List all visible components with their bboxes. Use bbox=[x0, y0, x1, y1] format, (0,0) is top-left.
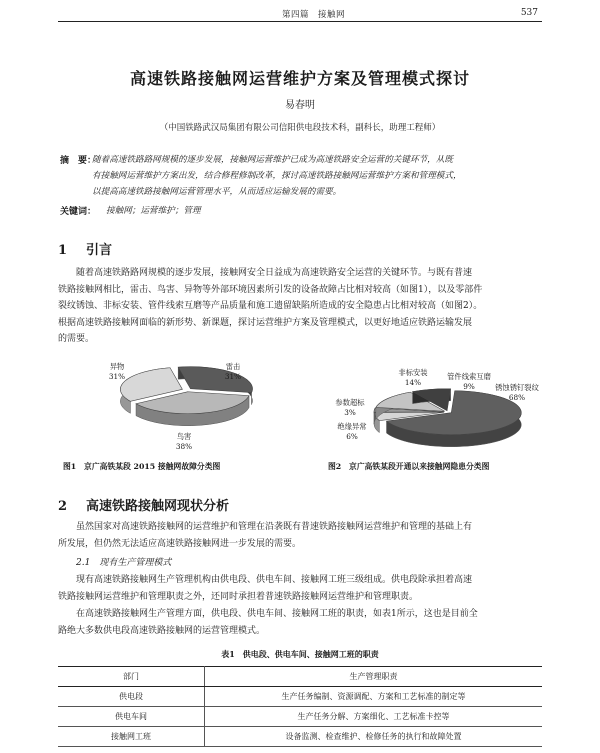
fig2-label-name: 参数超标 bbox=[335, 398, 365, 407]
section-1-title: 引言 bbox=[86, 243, 113, 258]
fig2-label-name: 非标安装 bbox=[398, 368, 428, 377]
figure-1-caption: 图1 京广高铁某段 2015 接触网故障分类图 bbox=[63, 462, 221, 471]
section-2-number: 2 bbox=[58, 499, 68, 514]
table-row bbox=[58, 687, 542, 707]
section-2-paragraph-2 bbox=[58, 606, 544, 639]
section-1-heading bbox=[58, 239, 112, 258]
section-1-paragraph bbox=[58, 265, 544, 348]
author: 易春明 bbox=[285, 100, 315, 111]
fig1-label-name: 雷击 bbox=[225, 362, 241, 371]
abstract-label: 摘 要： bbox=[60, 156, 97, 166]
fig2-label-pct: 9% bbox=[463, 381, 475, 391]
fig2-label-name: 绝缘异常 bbox=[337, 422, 367, 431]
paper-title: 高速铁路接触网运营维护方案及管理模式探讨 bbox=[129, 69, 470, 88]
page-number: 537 bbox=[520, 8, 538, 18]
table-row bbox=[58, 707, 542, 727]
paragraph-line: 路绝大多数供电段高速铁路接触网的运营管理模式。 bbox=[58, 625, 266, 636]
section-1-number: 1 bbox=[58, 243, 68, 258]
fig1-label-yiwu bbox=[100, 362, 134, 381]
abstract-body bbox=[92, 152, 544, 200]
table-cell: 供电车间 bbox=[58, 707, 205, 727]
paragraph-line: 所发展，但仍然无法适应高速铁路接触网进一步发展的需要。 bbox=[58, 538, 302, 549]
duties-table bbox=[58, 666, 542, 747]
fig1-label-name: 异物 bbox=[109, 362, 125, 371]
figure-2-caption: 图2 京广高铁某段开通以来接触网隐患分类图 bbox=[328, 462, 490, 471]
fig1-label-pct: 31% bbox=[108, 371, 126, 381]
paragraph-line: 随着高速铁路路网规模的逐步发展，接触网安全日益成为高速铁路安全运营的关键环节。与既有普速 bbox=[76, 268, 473, 278]
fig2-label-name: 锈蚀锈钉裂纹 bbox=[495, 383, 539, 392]
table-cell: 供电段 bbox=[58, 687, 205, 707]
affiliation: （中国铁路武汉局集团有限公司信阳供电段技术科，副科长，助理工程师） bbox=[159, 123, 441, 133]
fig1-label-leiji bbox=[216, 362, 250, 381]
fig1-label-pct: 31% bbox=[224, 371, 242, 381]
section-2-paragraph-1 bbox=[58, 572, 544, 605]
paragraph-line: 铁路接触网运营维护和管理职责之外，还同时承担着普速铁路接触网运营维护和管理职责。 bbox=[58, 591, 419, 602]
section-2-intro bbox=[58, 519, 544, 552]
paragraph-line: 的需要。 bbox=[58, 334, 95, 344]
table-cell: 生产任务编制、资源调配、方案和工艺标准的制定等 bbox=[205, 687, 543, 707]
subsection-2-1-heading: 2.1 现有生产管理模式 bbox=[76, 558, 172, 568]
fig2-label-pct: 68% bbox=[508, 392, 526, 402]
running-head: 第四篇 接触网 bbox=[282, 10, 346, 20]
fig2-label-canshu bbox=[327, 398, 373, 417]
fig2-label-pct: 3% bbox=[344, 407, 356, 417]
paragraph-line: 在高速铁路接触网生产管理方面，供电段、供电车间、接触网工班的职责，如表1所示，这也是目前全 bbox=[76, 609, 478, 619]
abstract-line: 随着高速铁路路网规模的逐步发展，接触网运营维护已成为高速铁路安全运营的关键环节，从既 bbox=[92, 155, 453, 165]
fig2-label-name: 管件线索互磨 bbox=[447, 372, 491, 381]
table-cell: 设备监测、检查维护、检修任务的执行和故障处置 bbox=[205, 727, 543, 747]
table-cell: 接触网工班 bbox=[58, 727, 205, 747]
keywords-label: 关键词： bbox=[60, 207, 97, 217]
paragraph-line: 虽然国家对高速铁路接触网的运营维护和管理在沿袭既有普速铁路接触网运营维护和管理的基础上有 bbox=[76, 522, 473, 532]
section-2-heading bbox=[58, 495, 229, 514]
table-header-cell: 生产管理职责 bbox=[205, 667, 543, 687]
header-rule bbox=[58, 21, 542, 22]
fig2-label-pct: 6% bbox=[346, 431, 358, 441]
table-1-title: 表1 供电段、供电车间、接触网工班的职责 bbox=[221, 649, 379, 659]
abstract-line: 有接触网运营维护方案出发，结合修程修制改革，探讨高速铁路接触网运营维护方案和管理模式， bbox=[92, 171, 462, 181]
abstract-line: 以提高高速铁路接触网运营管理水平，从而适应运输发展的需要。 bbox=[92, 187, 342, 197]
fig2-label-pct: 14% bbox=[404, 377, 422, 387]
table-header-cell: 部门 bbox=[58, 667, 205, 687]
paragraph-line: 铁路接触网相比，雷击、鸟害、异物等外部环境因素所引发的设备故障占比相对较高（如图1），以及零部件 bbox=[58, 284, 483, 295]
fig1-label-name: 鸟害 bbox=[176, 432, 192, 441]
paragraph-line: 根据高速铁路接触网面临的新形势、新课题，探讨运营维护方案及管理模式，以更好地适应铁路运输发展 bbox=[58, 317, 473, 328]
fig1-label-niaohai bbox=[167, 432, 201, 451]
fig2-label-xiushi bbox=[487, 383, 547, 402]
paragraph-line: 裂纹锈蚀、非标安装、管件线索互磨等产品质量和施工遗留缺陷所造成的安全隐患占比相对较高（如图2）。 bbox=[58, 301, 483, 311]
section-2-title: 高速铁路接触网现状分析 bbox=[86, 499, 230, 514]
table-cell: 生产任务分解、方案细化、工艺标准卡控等 bbox=[205, 707, 543, 727]
table-header-row bbox=[58, 667, 542, 687]
fig2-label-jueyuan bbox=[331, 422, 373, 441]
paragraph-line: 现有高速铁路接触网生产管理机构由供电段、供电车间、接触网工班三级组成。供电段除承担着高速 bbox=[76, 575, 473, 585]
fig1-label-pct: 38% bbox=[175, 441, 193, 451]
keywords-text: 接触网；运营维护；管理 bbox=[106, 206, 201, 216]
table-row bbox=[58, 727, 542, 747]
fig2-label-feibiao bbox=[388, 368, 438, 387]
